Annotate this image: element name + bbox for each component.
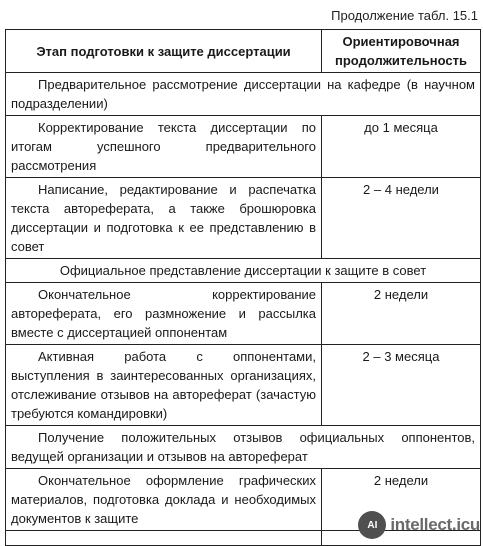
span-row-text: Получение положительных отзывов официальных оппонентов, ведущей организации и отзывов на автореферат	[6, 426, 481, 469]
table-row	[6, 283, 481, 345]
ai-logo-icon: AI	[358, 511, 386, 539]
duration-cell: 2 недели	[322, 469, 481, 531]
table-row	[6, 178, 481, 259]
table-row	[6, 426, 481, 469]
table-caption: Продолжение табл. 15.1	[331, 8, 478, 23]
stage-cell: Окончательное оформление графических материалов, подготовка доклада и необходимых документов к защите	[6, 469, 322, 531]
dissertation-schedule-table	[5, 29, 481, 546]
table-row	[6, 345, 481, 426]
duration-cell: 2 – 4 недели	[322, 178, 481, 259]
table-row	[6, 259, 481, 283]
span-row-text: Предварительное рассмотрение диссертации на кафедре (в научном подразделении)	[6, 73, 481, 116]
table-row	[6, 116, 481, 178]
stage-cell: Активная работа с оппонентами, выступления в заинтересованных организациях, отслеживание отзывов на автореферат (зачастую требуются командировки)	[6, 345, 322, 426]
header-duration: Ориентировочная продолжительность	[322, 30, 481, 73]
duration-cell: 2 недели	[322, 283, 481, 345]
stage-cell: Окончательное корректирование автореферата, его размножение и рассылка вместе с диссертацией оппонентам	[6, 283, 322, 345]
header-stage: Этап подготовки к защите диссертации	[6, 30, 322, 73]
watermark-text: intellect.icu	[390, 515, 480, 534]
table-row	[6, 73, 481, 116]
table-header-row	[6, 30, 481, 73]
watermark	[358, 511, 480, 539]
stage-cell: Корректирование текста диссертации по итогам успешного предварительного рассмотрения	[6, 116, 322, 178]
cut-off-cell	[6, 531, 322, 546]
duration-cell: 2 – 3 месяца	[322, 345, 481, 426]
duration-cell: до 1 месяца	[322, 116, 481, 178]
stage-cell: Написание, редактирование и распечатка текста автореферата, а также брошюровка диссертации и подготовка к ее представлению в совет	[6, 178, 322, 259]
span-row-text: Официальное представление диссертации к защите в совет	[6, 259, 481, 283]
